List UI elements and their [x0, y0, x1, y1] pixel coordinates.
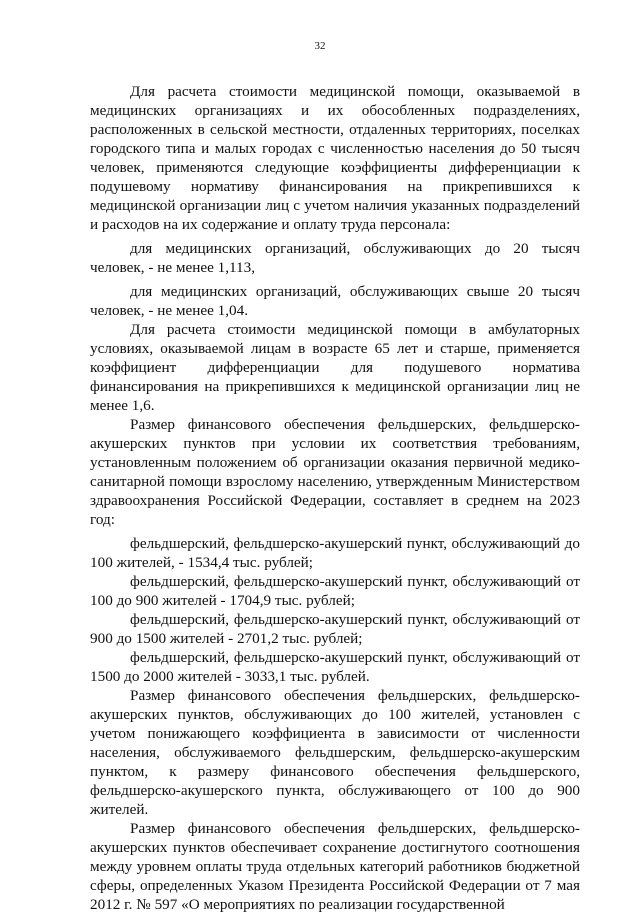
paragraph-coefficient-over-20k: для медицинских организаций, обслуживающих свыше 20 тысяч человек, - не менее 1,04. [90, 283, 580, 319]
paragraph-fap-1500-2000: фельдшерский, фельдшерско-акушерский пункт, обслуживающий от 1500 до 2000 жителей - 3033,1 тыс. рублей. [90, 649, 580, 685]
paragraph-fap-reducing-coefficient: Размер финансового обеспечения фельдшерских, фельдшерско-акушерских пунктов, обслуживающих до 100 жителей, установлен с учетом понижающего коэффициента в зависимости от численности населения, обслуживаемого фельдшерским, фельдшерско-акушерским пунктом, к размеру финансового обеспечения фельдшерского, фельдшерско-акушерского пункта, обслуживающего от 100 до 900 жителей. [90, 687, 580, 818]
paragraph-coefficients-intro: Для расчета стоимости медицинской помощи, оказываемой в медицинских организациях и их обособленных подразделениях, расположенных в сельской местности, отдаленных территориях, поселках городского типа и малых городах с численностью населения до 50 тысяч человек, применяются следующие коэффициенты дифференциации к подушевому нормативу финансирования на прикрепившихся к медицинской организации лиц с учетом наличия указанных подразделений и расходов на их содержание и оплату труда персонала: [90, 83, 580, 233]
paragraph-fap-100-900: фельдшерский, фельдшерско-акушерский пункт, обслуживающий от 100 до 900 жителей - 1704,9 тыс. рублей; [90, 573, 580, 609]
paragraph-coefficient-65-plus: Для расчета стоимости медицинской помощи в амбулаторных условиях, оказываемой лицам в возрасте 65 лет и старше, применяется коэффициент дифференциации для подушевого норматива финансирования на прикрепившихся к медицинской организации лиц не менее 1,6. [90, 321, 580, 414]
paragraph-fap-salary-ratio: Размер финансового обеспечения фельдшерских, фельдшерско-акушерских пунктов обеспечивает сохранение достигнутого соотношения между уровнем оплаты труда отдельных категорий работников бюджетной сферы, определенных Указом Президента Российской Федерации от 7 мая 2012 г. № 597 «О мероприятиях по реализации государственной [90, 820, 580, 913]
paragraph-fap-financing-intro: Размер финансового обеспечения фельдшерских, фельдшерско-акушерских пунктов при условии их соответствия требованиям, установленным положением об организации оказания первичной медико-санитарной помощи взрослому населению, утвержденным Министерством здравоохранения Российской Федерации, составляет в среднем на 2023 год: [90, 416, 580, 528]
document-body [90, 82, 580, 914]
paragraph-fap-900-1500: фельдшерский, фельдшерско-акушерский пункт, обслуживающий от 900 до 1500 жителей - 2701,2 тыс. рублей; [90, 611, 580, 647]
paragraph-fap-up-to-100: фельдшерский, фельдшерско-акушерский пункт, обслуживающий до 100 жителей, - 1534,4 тыс. рублей; [90, 535, 580, 571]
page-number: 32 [314, 40, 326, 52]
paragraph-coefficient-up-to-20k: для медицинских организаций, обслуживающих до 20 тысяч человек, - не менее 1,113, [90, 240, 580, 276]
